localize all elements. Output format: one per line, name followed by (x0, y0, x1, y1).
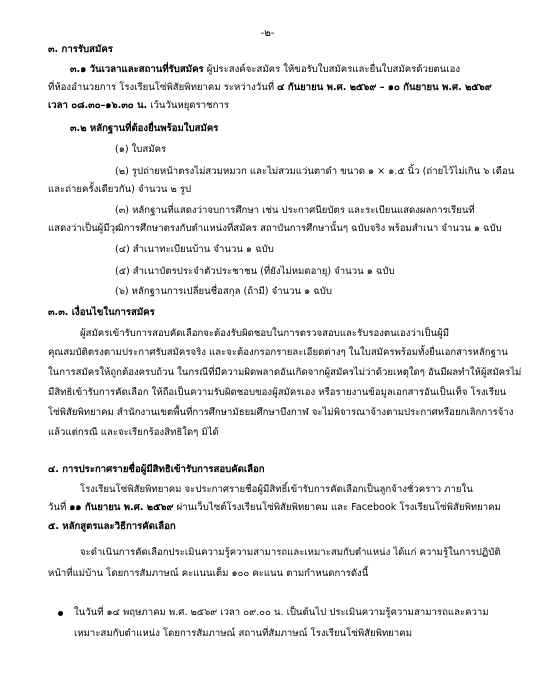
s32-item-6: (๖) หลักฐานการเปลี่ยนชื่อสกุล (ถ้ามี) จำนวน ๑ ฉบับ (115, 286, 332, 297)
s31-line-3 (48, 99, 229, 113)
s32-item-3-cont: แสดงว่าเป็นผู้มีวุฒิการศึกษาตรงกับตำแหน่งที่สมัคร สถาบันการศึกษานั้นๆ ฉบับจริง พร้อมสำเนา จำนวน ๑ ฉบับ (48, 223, 502, 234)
s33-line-1: ผู้สมัครเข้ารับการสอบคัดเลือกจะต้องรับผิดชอบในการตรวจสอบและรับรองตนเองว่าเป็นผู้มี (80, 328, 450, 339)
s33-line-2: คุณสมบัติตรงตามประกาศรับสมัครจริง และจะต้องกรอกรายละเอียดต่างๆ ในใบสมัครพร้อมทั้งยื่นเอกสารหลักฐาน (48, 347, 508, 358)
section-5-heading: ๕. หลักสูตรและวิธีการคัดเลือก (48, 521, 176, 532)
s32-item-2-cont: และถ่ายครั้งเดียวกัน) จำนวน ๒ รูป (48, 184, 192, 195)
section-3-heading: ๓. การรับสมัคร (48, 44, 113, 55)
s33-line-4: มีสิทธิเข้ารับการคัดเลือก ให้ถือเป็นความรับผิดชอบของผู้สมัครเอง หรือรายงานข้อมูลเอกสารอันเป็นเท็จ โรงเรียน (48, 387, 507, 398)
s32-item-3: (๓) หลักฐานที่แสดงว่าจบการศึกษา เช่น ประกาศนียบัตร และระเบียนแสดงผลการเรียนที่ (115, 205, 475, 216)
s32-title: ๓.๒ หลักฐานที่ต้องยื่นพร้อมใบสมัคร (70, 123, 219, 134)
s5-bullet-line-2: เหมาะสมกับตำแหน่ง โดยการสัมภาษณ์ สถานที่สัมภาษณ์ โรงเรียนโซ่พิสัยพิทยาคม (74, 628, 413, 639)
s32-item-2: (๒) รูปถ่ายหน้าตรงไม่สวมหมวก และไม่สวมแว่นตาดำ ขนาด ๑ × ๑.๕ นิ้ว (ถ่ายไว้ไม่เกิน ๖ เดือน (115, 166, 515, 177)
s4-channels: ผ่านเว็บไซต์โรงเรียนโซ่พิสัยพิทยาคม และ Facebook โรงเรียนโซ่พิสัยพิทยาคม (176, 502, 501, 513)
s31-time: เวลา ๐๘.๓๐–๑๖.๓๐ น. (48, 100, 148, 111)
bullet-icon (58, 611, 63, 616)
s32-item-1: (๑) ใบสมัคร (115, 144, 167, 155)
page-number: -๒- (260, 28, 275, 39)
s4-announce-date: ๑๑ กันยายน พ.ศ. ๒๕๖๙ (69, 502, 174, 513)
s4-line-1: โรงเรียนโซ่พิสัยพิทยาคม จะประกาศรายชื่อผู้มีสิทธิ์เข้ารับการคัดเลือกเป็นลูกจ้างชั่วคราว ภายใน (80, 484, 473, 495)
s31-holiday-note: เว้นวันหยุดราชการ (150, 100, 229, 111)
s33-title: ๓.๓. เงื่อนไขในการสมัคร (48, 307, 155, 318)
s4-day-label: วันที่ (48, 502, 67, 513)
s32-item-4: (๔) สำเนาทะเบียนบ้าน จำนวน ๑ ฉบับ (115, 244, 274, 255)
section-4-heading: ๔. การประกาศรายชื่อผู้มีสิทธิเข้ารับการสอบคัดเลือก (48, 464, 265, 475)
s31-text-1: ผู้ประสงค์จะสมัคร ให้ขอรับใบสมัครและยื่นใบสมัครด้วยตนเอง (206, 64, 461, 75)
s5-line-2: หน้าที่แม่บ้าน โดยการสัมภาษณ์ คะแนนเต็ม ๑๐๐ คะแนน ตามกำหนดการดังนี้ (48, 568, 369, 579)
s4-line-2 (48, 501, 501, 515)
s31-line-1 (70, 63, 460, 77)
s33-line-6: แล้วแต่กรณี และจะเรียกร้องสิทธิใดๆ มิได้ (48, 427, 219, 438)
s31-date-range: ๔ กันยายน พ.ศ. ๒๕๖๙ – ๑๐ กันยายน พ.ศ. ๒๕๖๙ (277, 82, 492, 93)
s5-bullet-line-1: ในวันที่ ๑๔ พฤษภาคม พ.ศ. ๒๕๖๙ เวลา ๐๙.๐๐ น. เป็นต้นไป ประเมินความรู้ความสามารถและความ (74, 607, 489, 618)
s33-line-5: โซ่พิสัยพิทยาคม สำนักงานเขตพื้นที่การศึกษามัธยมศึกษาบึงกาฬ จะไม่พิจารณาจ้างตามประกาศหรือยกเลิกการจ้าง (48, 407, 514, 418)
s31-text-2a: ที่ห้องอำนวยการ โรงเรียนโซ่พิสัยพิทยาคม ระหว่างวันที่ (48, 82, 275, 93)
s32-item-5: (๕) สำเนาบัตรประจำตัวประชาชน (ที่ยังไม่หมดอายุ) จำนวน ๑ ฉบับ (115, 266, 395, 277)
s5-line-1: จะดำเนินการคัดเลือกประเมินความรู้ความสามารถและเหมาะสมกับตำแหน่ง ได้แก่ ความรู้ในการปฏิบัติ (80, 547, 501, 558)
s33-line-3: ในการสมัครให้ถูกต้องครบถ้วน ในกรณีที่มีความผิดพลาดอันเกิดจากผู้สมัครไม่ว่าด้วยเหตุใดๆ อันมีผลทำให้ผู้สมัครไม่ (48, 367, 522, 378)
s31-line-2 (48, 81, 492, 95)
s31-title: ๓.๑ วันเวลาและสถานที่รับสมัคร (70, 64, 204, 75)
